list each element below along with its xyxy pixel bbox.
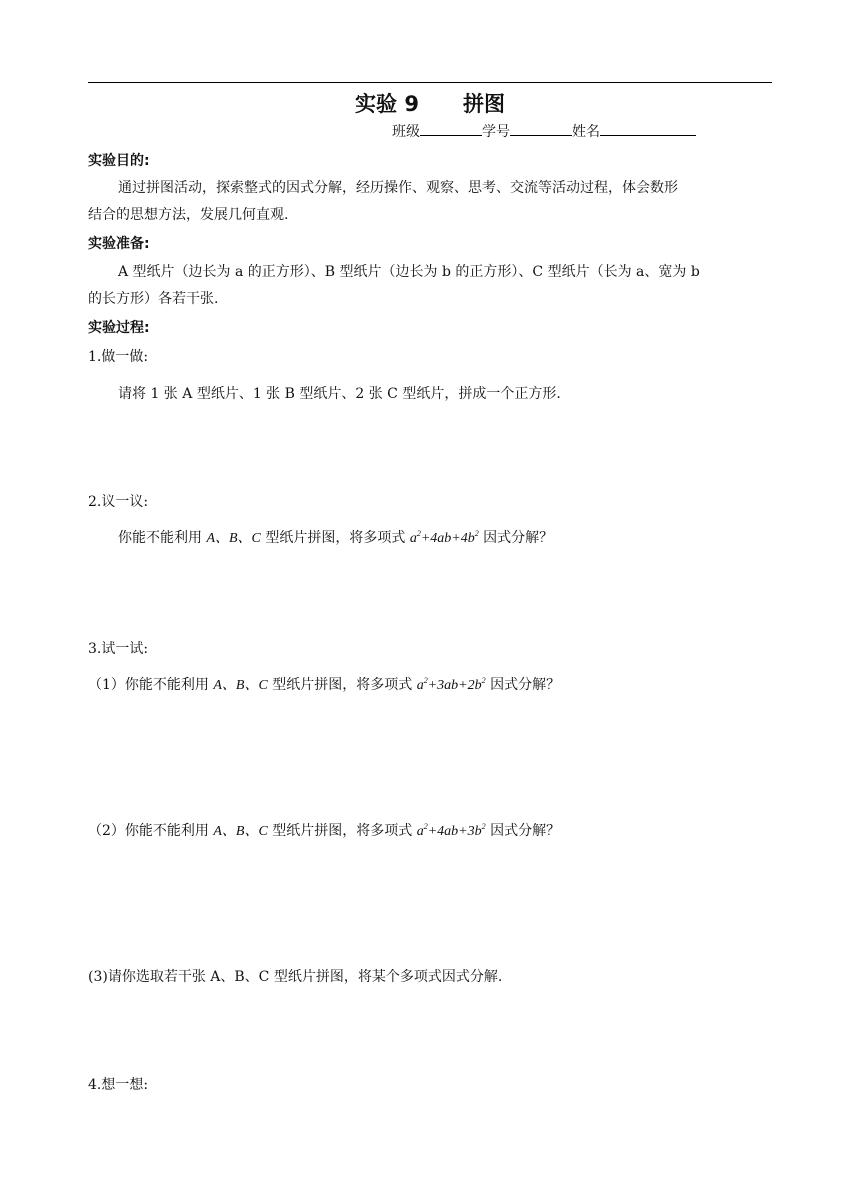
process-heading: 实验过程:	[88, 320, 150, 336]
formula-1: $a^2+4ab+4b^2$	[409, 529, 479, 546]
purpose-line-2: 结合的思想方法，发展几何直观.	[88, 207, 289, 223]
step3-question-3: (3)请你选取若干张 A、B、C 型纸片拼图，将某个多项式因式分解.	[88, 969, 503, 985]
purpose-heading: 实验目的:	[88, 153, 150, 169]
student-info	[392, 121, 696, 141]
id-blank[interactable]	[510, 121, 572, 136]
title-main: 实验 9	[355, 92, 419, 116]
prep-line-1: A 型纸片（边长为 a 的正方形）、B 型纸片（边长为 b 的正方形）、C 型纸片（长为 a、宽为 b	[118, 264, 700, 280]
step1-text: 请将 1 张 A 型纸片、1 张 B 型纸片、2 张 C 型纸片，拼成一个正方形.	[118, 386, 561, 402]
step2-question: 你能不能利用 A、B、C 型纸片拼图，将多项式 $a^2+4ab+4b^2$ 因式分解？	[118, 529, 554, 546]
formula-3: $a^2+4ab+3b^2$	[416, 822, 486, 839]
purpose-line-1: 通过拼图活动，探索整式的因式分解，经历操作、观察、思考、交流等活动过程，体会数形	[118, 180, 678, 196]
class-blank[interactable]	[420, 121, 482, 136]
page-title	[0, 88, 860, 118]
step4-heading: 4.想一想:	[88, 1077, 149, 1093]
step3-question-2: （2）你能不能利用 A、B、C 型纸片拼图，将多项式 $a^2+4ab+3b^2$ 因式分解？	[88, 822, 561, 839]
prep-heading: 实验准备:	[88, 236, 150, 252]
formula-2: $a^2+3ab+2b^2$	[416, 676, 486, 693]
prep-line-2: 的长方形）各若干张.	[88, 291, 219, 307]
step3-heading: 3.试一试:	[88, 641, 149, 657]
name-blank[interactable]	[600, 121, 696, 136]
step2-heading: 2.议一议:	[88, 494, 149, 510]
id-label: 学号	[482, 124, 510, 140]
name-label: 姓名	[572, 124, 600, 140]
step1-heading: 1.做一做:	[88, 349, 149, 365]
class-label: 班级	[392, 124, 420, 140]
title-sub: 拼图	[462, 92, 505, 116]
step3-question-1: （1）你能不能利用 A、B、C 型纸片拼图，将多项式 $a^2+3ab+2b^2$ 因式分解？	[88, 676, 561, 693]
top-rule	[88, 82, 772, 83]
